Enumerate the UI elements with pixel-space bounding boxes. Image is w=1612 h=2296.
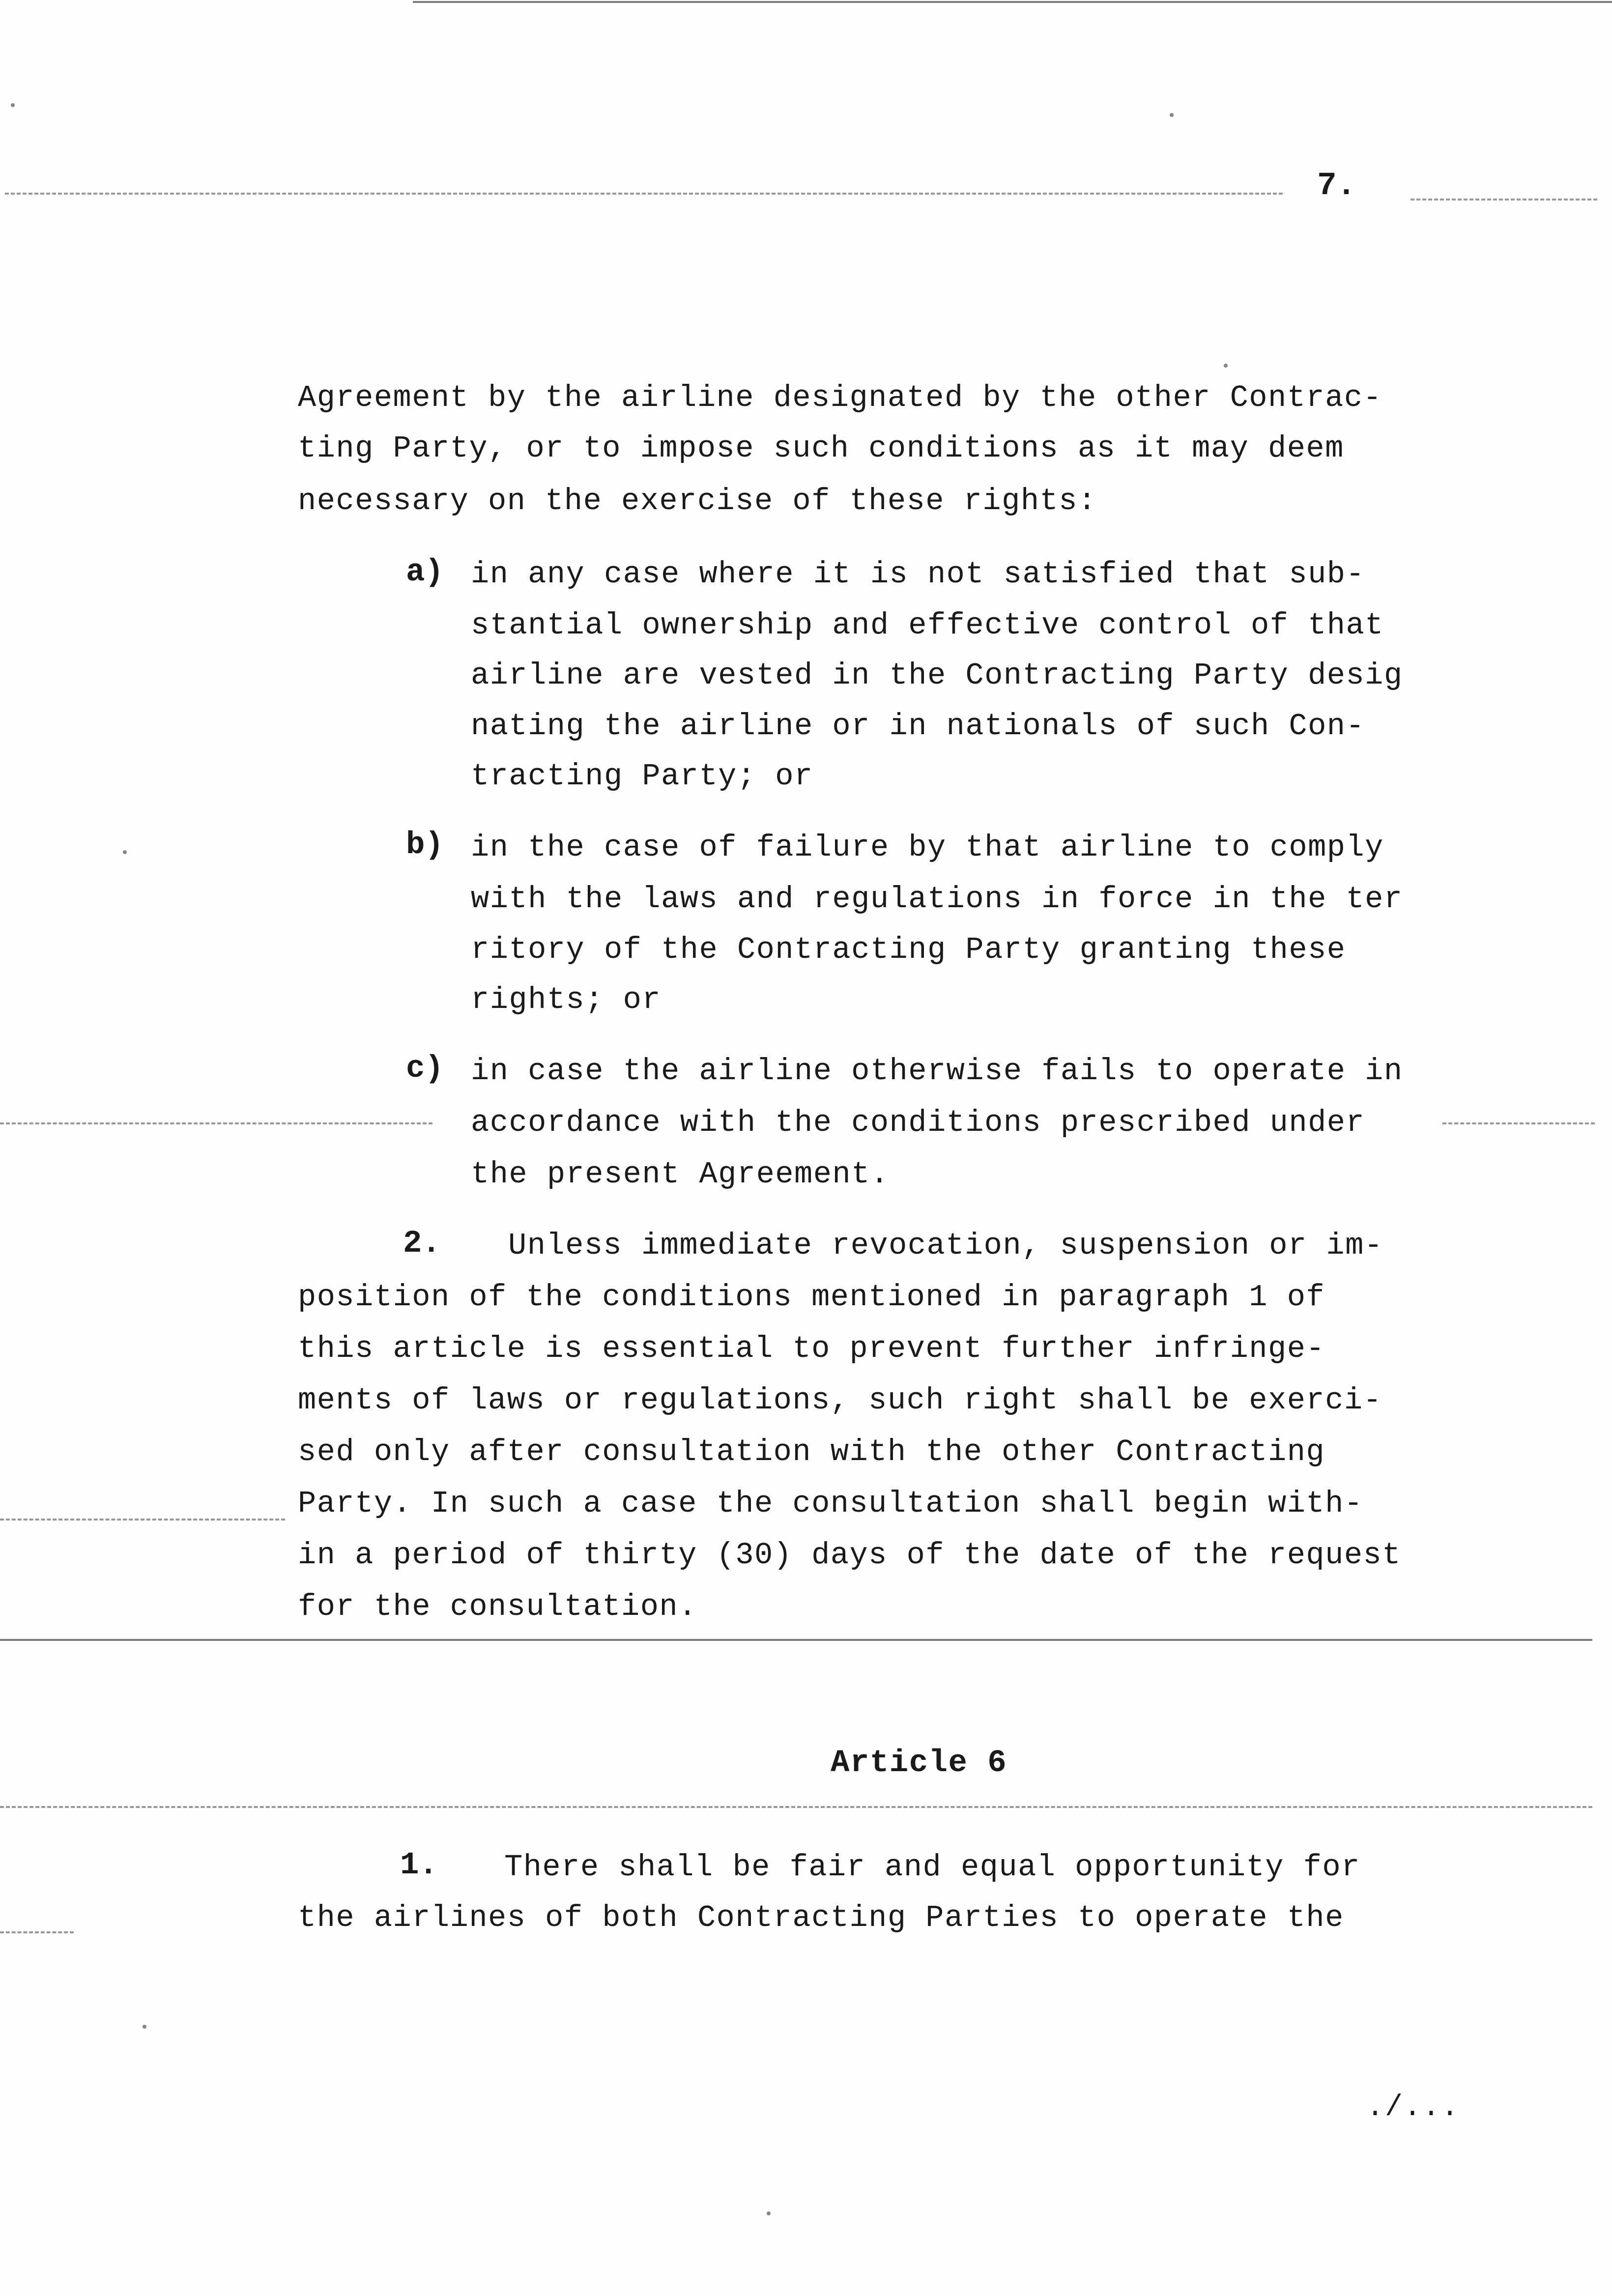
body-text-line: necessary on the exercise of these rights:: [298, 484, 1097, 518]
paragraph-line: the airlines of both Contracting Parties to operate the: [298, 1900, 1344, 1935]
paragraph-line: There shall be fair and equal opportunity for: [504, 1850, 1360, 1885]
paragraph-line: for the consultation.: [298, 1589, 697, 1624]
scan-artifact-line: [0, 1639, 1592, 1641]
paragraph-line: position of the conditions mentioned in paragraph 1 of: [298, 1280, 1325, 1315]
list-item-line: stantial ownership and effective control of that: [471, 608, 1384, 643]
scan-artifact-line: [5, 193, 1283, 195]
scan-artifact-line: [0, 1931, 74, 1933]
scan-speck: [1170, 113, 1174, 117]
list-item-line: with the laws and regulations in force in the ter: [471, 882, 1403, 917]
article-heading: Article 6: [831, 1746, 1008, 1781]
paragraph-line: this article is essential to prevent further infringe-: [298, 1331, 1325, 1366]
list-item-line: in the case of failure by that airline to comply: [471, 830, 1384, 865]
list-item-line: ritory of the Contracting Party granting these: [471, 932, 1346, 967]
scan-speck: [143, 2025, 146, 2029]
scan-speck: [123, 850, 127, 854]
scan-artifact-top-line: [413, 1, 1612, 3]
scan-artifact-line: [1442, 1122, 1595, 1124]
list-item-line: accordance with the conditions prescribed under: [471, 1105, 1365, 1140]
scan-artifact-line: [0, 1519, 285, 1521]
paragraph-line: Unless immediate revocation, suspension or im-: [508, 1228, 1383, 1263]
body-text-line: ting Party, or to impose such conditions as it may deem: [298, 431, 1344, 466]
paragraph-line: sed only after consultation with the other Contracting: [298, 1435, 1325, 1469]
body-text-line: Agreement by the airline designated by the other Contrac-: [298, 380, 1382, 415]
list-item-line: tracting Party; or: [471, 759, 813, 794]
scan-artifact-line: [0, 1122, 432, 1124]
scan-speck: [1224, 364, 1228, 368]
list-item-label: c): [406, 1051, 444, 1087]
list-item-label: a): [406, 555, 444, 590]
page-number: 7.: [1317, 167, 1356, 204]
scan-speck: [11, 103, 15, 107]
list-item-line: airline are vested in the Contracting Party desig: [471, 658, 1403, 693]
list-item-label: b): [406, 828, 444, 863]
scan-artifact-line: [1410, 199, 1597, 201]
paragraph-line: ments of laws or regulations, such right shall be exerci-: [298, 1383, 1382, 1418]
list-item-line: rights; or: [471, 982, 662, 1017]
paragraph-line: in a period of thirty (30) days of the date of the request: [298, 1538, 1401, 1573]
paragraph-number: 1.: [400, 1848, 438, 1883]
continuation-mark: ./...: [1366, 2091, 1460, 2124]
scan-speck: [767, 2211, 771, 2215]
list-item-line: nating the airline or in nationals of such Con-: [471, 709, 1365, 744]
list-item-line: the present Agreement.: [471, 1157, 890, 1192]
paragraph-line: Party. In such a case the consultation shall begin with-: [298, 1486, 1363, 1521]
paragraph-number: 2.: [403, 1226, 441, 1262]
scan-artifact-line: [0, 1806, 1592, 1808]
list-item-line: in case the airline otherwise fails to operate in: [471, 1054, 1403, 1089]
list-item-line: in any case where it is not satisfied that sub-: [471, 557, 1365, 592]
